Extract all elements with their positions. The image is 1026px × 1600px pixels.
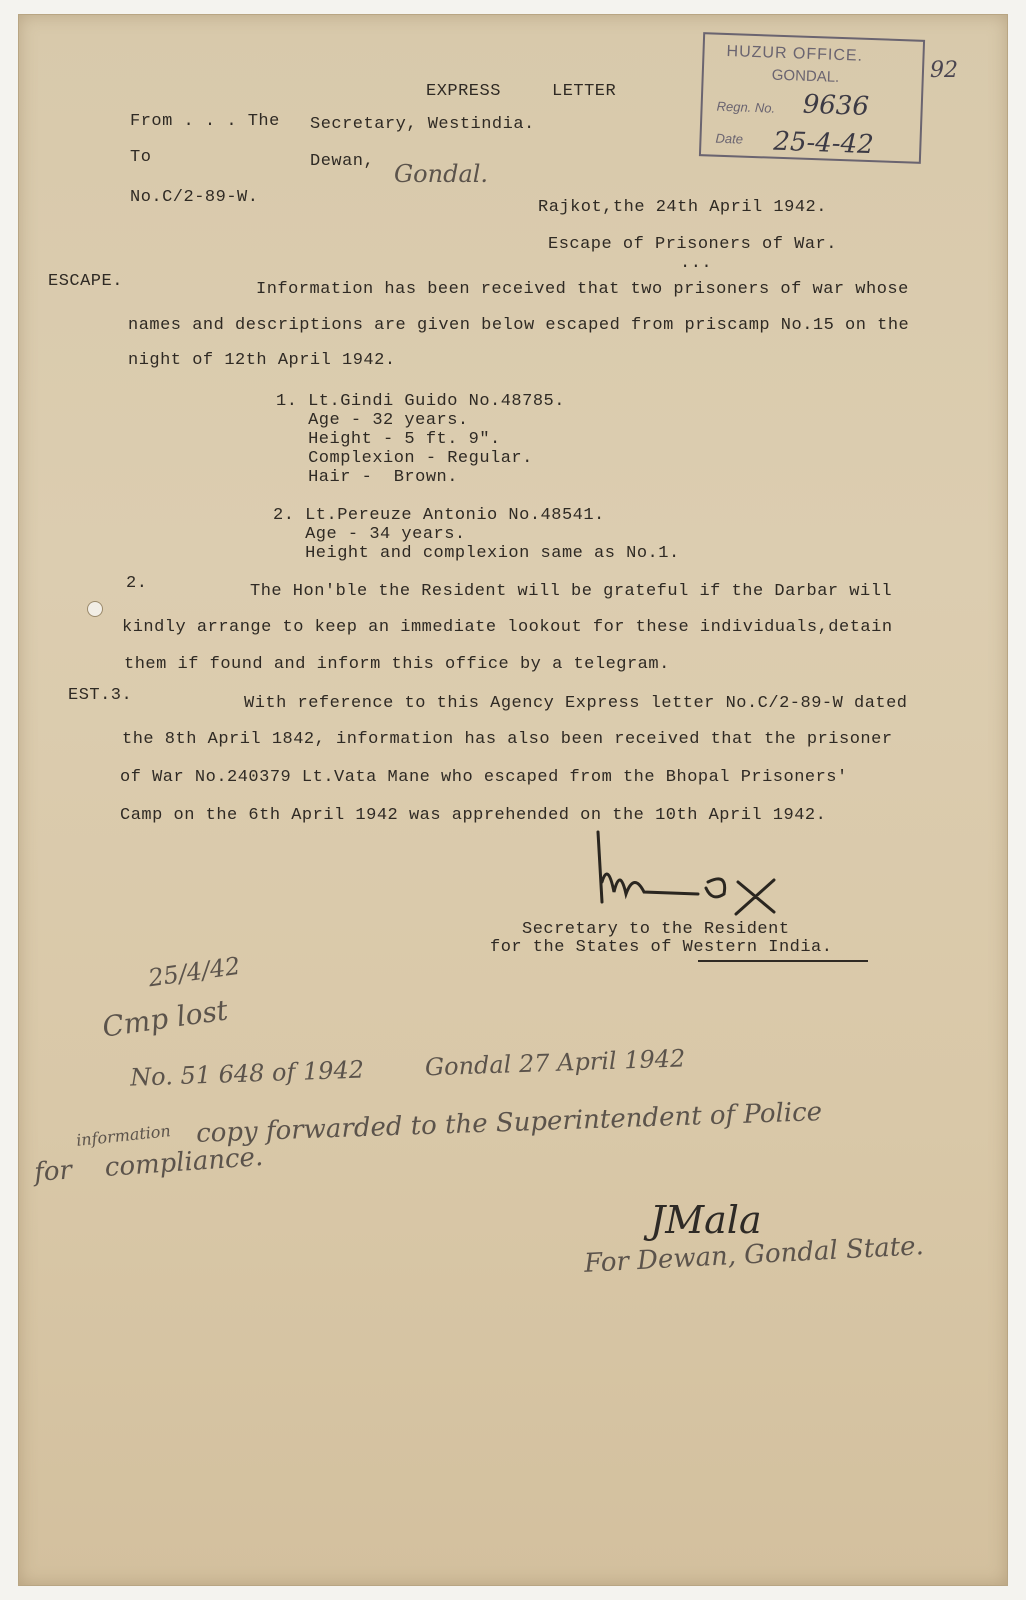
stamp-place: GONDAL. <box>771 66 840 86</box>
prisoner2-line2: Age - 34 years. <box>273 525 466 544</box>
reference-number: No.C/2-89-W. <box>130 188 259 207</box>
signature-underline <box>698 960 868 962</box>
subject: Escape of Prisoners of War. <box>548 235 837 254</box>
para3-line1: With reference to this Agency Express letter No.C/2-89-W dated <box>244 694 908 713</box>
para3-line3: of War No.240379 Lt.Vata Mane who escaped from the Bhopal Prisoners' <box>120 768 848 787</box>
stamp-date-label: Date <box>715 130 744 147</box>
para2-number: 2. <box>126 574 148 593</box>
margin-escape: ESCAPE. <box>48 272 123 291</box>
prisoner1-line5: Hair - Brown. <box>276 468 458 487</box>
endorsement-line2: copy forwarded to the Superintendent of Police <box>195 1097 823 1149</box>
para1-line1: Information has been received that two prisoners of war whose <box>256 280 909 299</box>
para2-line3: them if found and inform this office by a telegram. <box>124 655 670 674</box>
from-label: From . . . The <box>130 112 280 131</box>
handwritten-date: 25/4/42 <box>146 951 243 993</box>
para1-line2: names and descriptions are given below escaped from priscamp No.15 on the <box>128 316 910 335</box>
for-dewan: For Dewan, Gondal State. <box>583 1231 925 1279</box>
to-value: Dewan, <box>310 152 375 171</box>
page-number: 92 <box>930 58 958 83</box>
signature-line1: Secretary to the Resident <box>522 920 790 939</box>
title-letter: LETTER <box>552 82 617 101</box>
para3-number: EST.3. <box>68 686 133 705</box>
prisoner1-line4: Complexion - Regular. <box>276 449 533 468</box>
stamp-date-value: 25-4-42 <box>772 126 875 161</box>
para3-line2: the 8th April 1842, information has also been received that the prisoner <box>122 730 893 749</box>
prisoner2-line1: 2. Lt.Pereuze Antonio No.48541. <box>273 506 605 525</box>
para3-line4: Camp on the 6th April 1942 was apprehended on the 10th April 1942. <box>120 806 827 825</box>
place-date: Rajkot,the 24th April 1942. <box>538 198 827 217</box>
para2-line1: The Hon'ble the Resident will be grateful if the Darbar will <box>250 582 893 601</box>
endorsement-line3: for compliance. <box>33 1142 265 1188</box>
subject-dots: ... <box>680 254 713 273</box>
stamp-regn-label: Regn. No. <box>716 98 776 116</box>
to-handwritten: Gondal. <box>394 160 489 188</box>
handwritten-copied: Cmp lost <box>100 993 230 1044</box>
letter-page <box>18 14 1008 1586</box>
para1-line3: night of 12th April 1942. <box>128 351 396 370</box>
signature-line2: for the States of Western India. <box>490 938 833 957</box>
to-label: To <box>130 148 152 167</box>
stamp-office: HUZUR OFFICE. <box>726 42 864 65</box>
punch-hole <box>88 602 102 616</box>
dewan-initials: JMala <box>650 1198 762 1242</box>
endorsement-insert: information <box>75 1121 172 1150</box>
prisoner1-line3: Height - 5 ft. 9". <box>276 430 501 449</box>
para2-line2: kindly arrange to keep an immediate lookout for these individuals,detain <box>122 618 893 637</box>
prisoner1-line2: Age - 32 years. <box>276 411 469 430</box>
prisoner2-line3: Height and complexion same as No.1. <box>273 544 680 563</box>
from-value: Secretary, Westindia. <box>310 115 535 134</box>
prisoner1-line1: 1. Lt.Gindi Guido No.48785. <box>276 392 565 411</box>
secretary-signature <box>578 822 798 932</box>
office-stamp <box>699 32 925 164</box>
title-express: EXPRESS <box>426 82 501 101</box>
endorsement-line1: No. 51 648 of 1942 Gondal 27 April 1942 <box>129 1044 686 1092</box>
stamp-regn-value: 9636 <box>802 89 870 122</box>
